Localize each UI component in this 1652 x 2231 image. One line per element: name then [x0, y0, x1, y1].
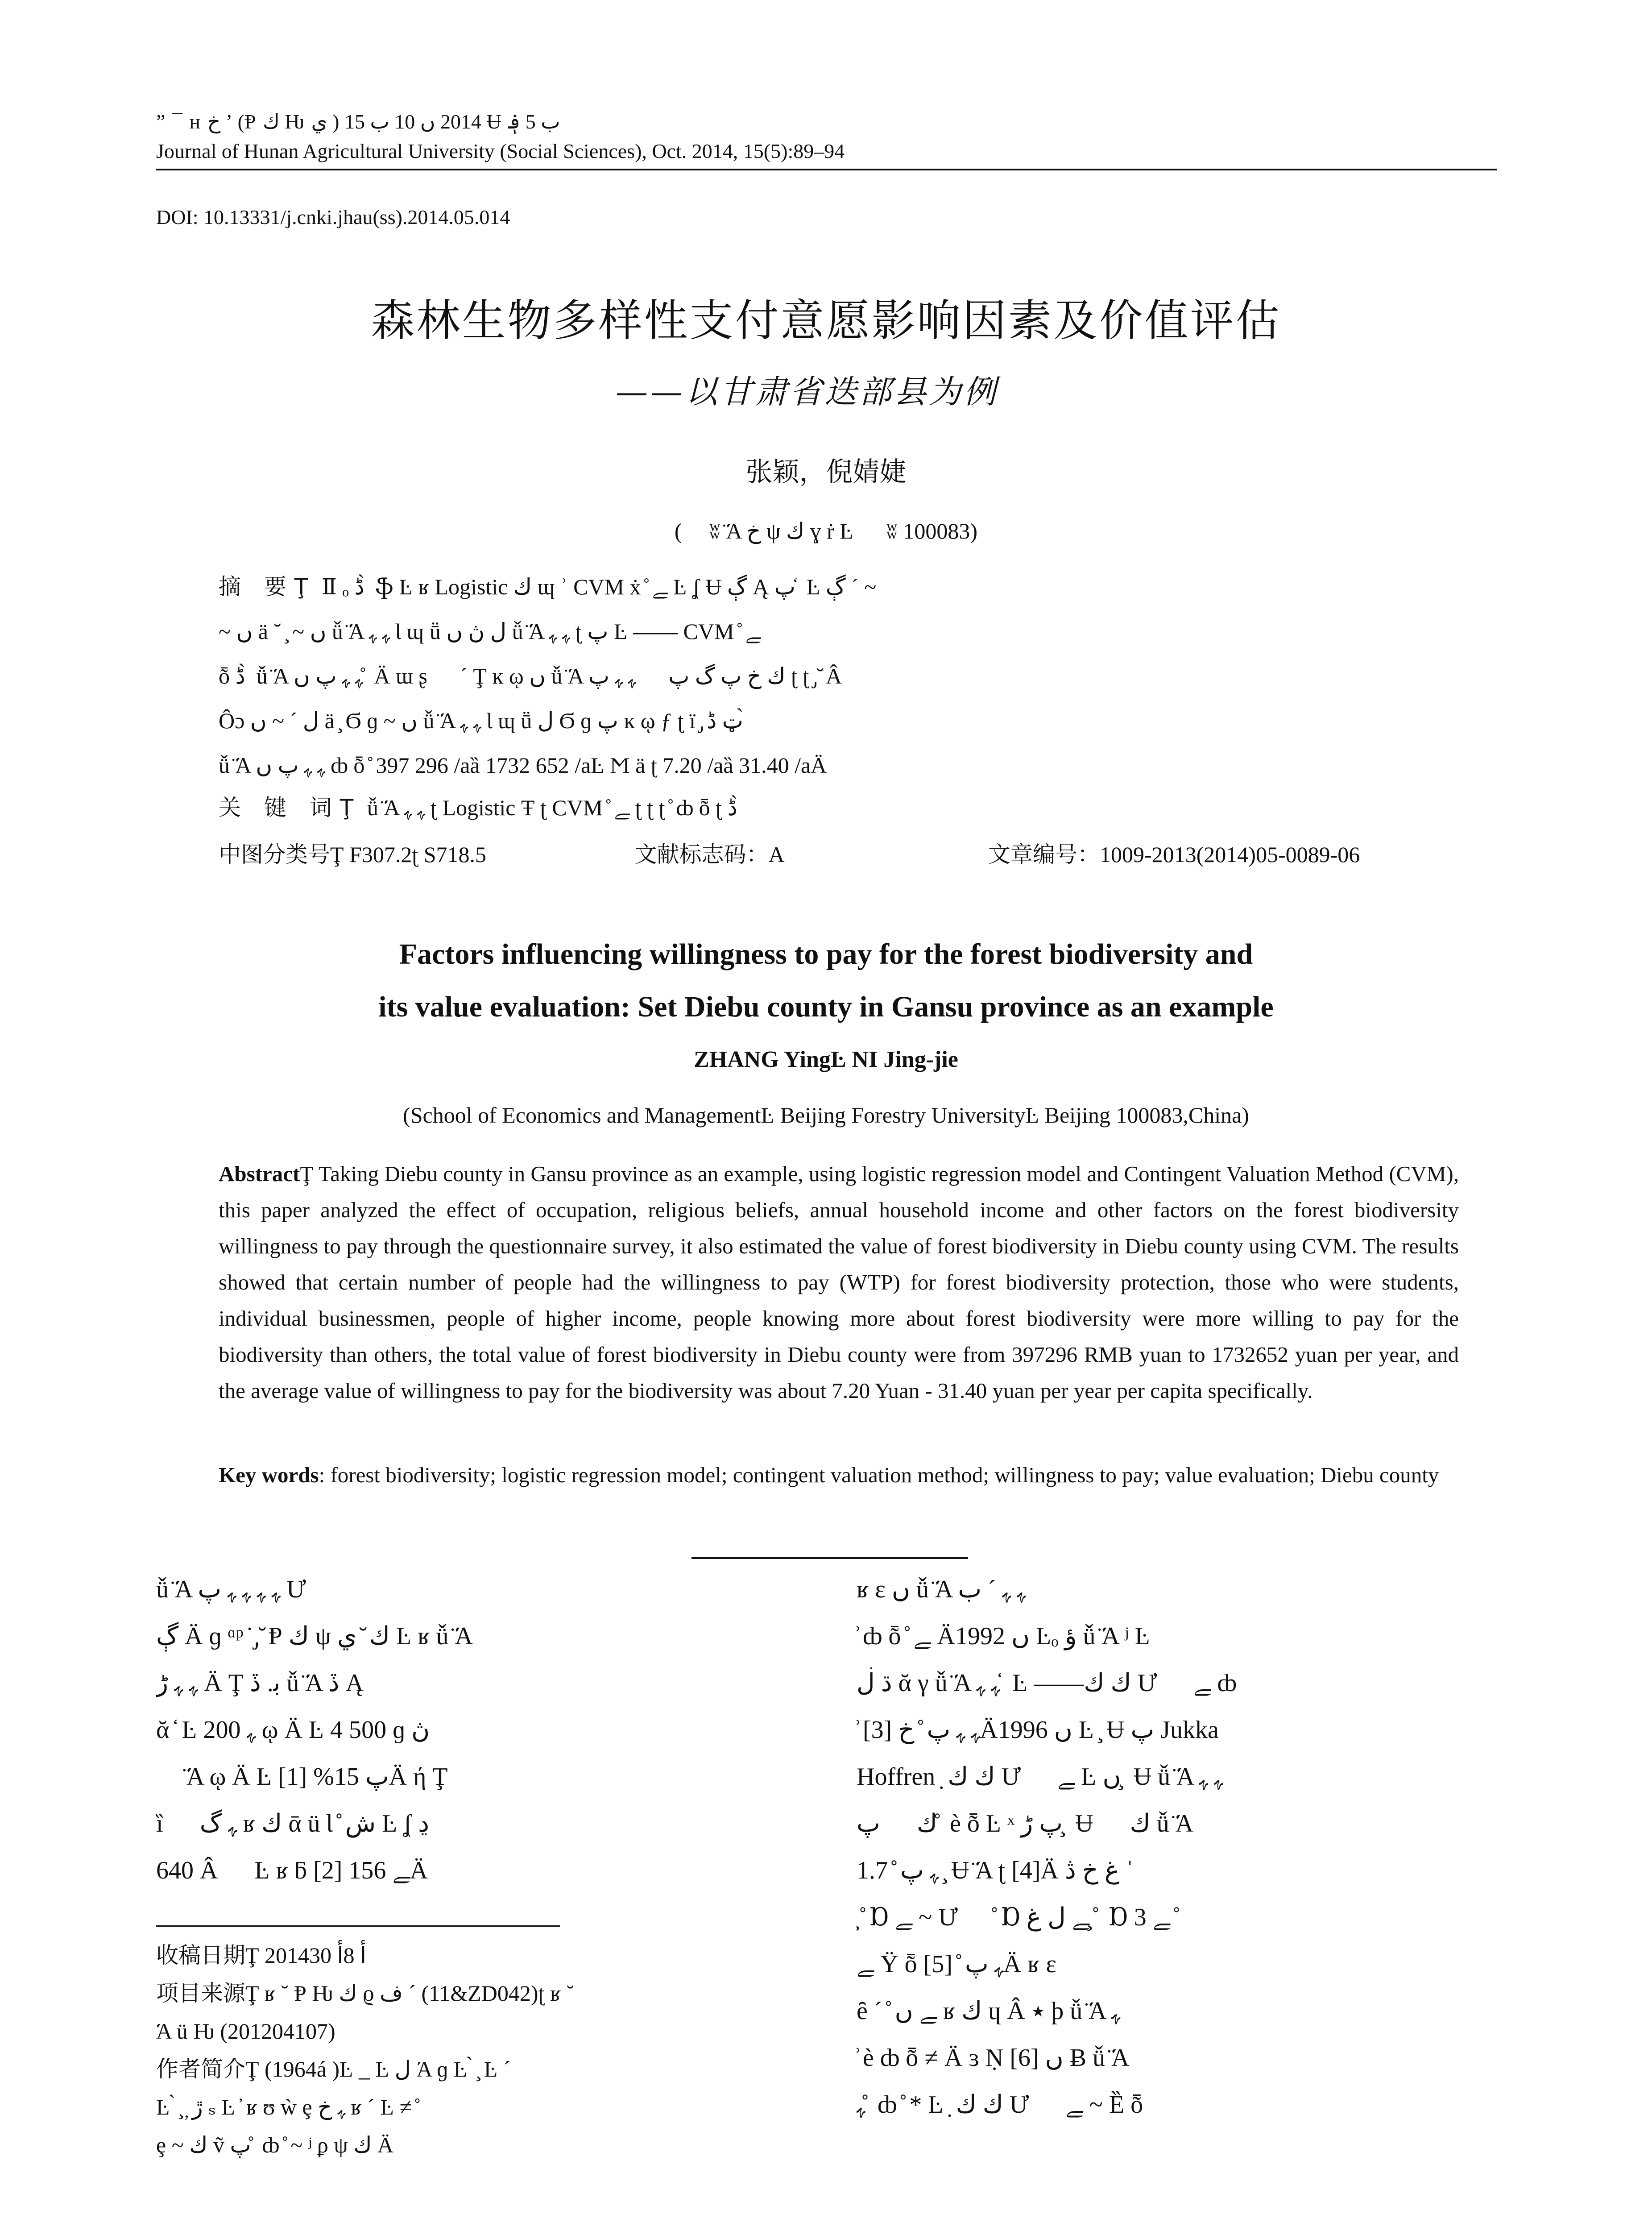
- footnote-funding: 项目来源Ţ ʁ ˘ Ᵽ Ƕ ﻙ ϱ ف ˊ (11&ZD042)ʈ ʁ ˘: [156, 1981, 574, 2006]
- footnote-author-cont: ȩ ~ ﻙ ṽ پ ̊ ȸ ̊ ~ ʲ ϼ ψ ﻙ Ä: [156, 2132, 394, 2157]
- abstract-en-sep: Ţ: [300, 1161, 314, 1186]
- footnote-rule: [156, 1925, 560, 1927]
- body-line: ȇ ˊ ̊ ﮯ ں ʁ ﻙ ɥ Â ٭ ϸ ǚ ̈Ά ﮩ: [857, 1997, 1120, 2025]
- abstract-cn-text: Ⅱ ₒ ڈ ̀ ֆ Ŀ ʁ Logistic ﻙ ɰ ʾ CVM ẋ ̊ ﮯ Ŀ ʆ Ʉ ڳ Ą پ ̒ Ŀ ڳ ˊ ~: [321, 574, 877, 599]
- keywords-en-text: : forest biodiversity; logistic regression model; contingent valuation method; willingness to pay; value evaluation; Diebu county: [319, 1463, 1439, 1487]
- body-line: ̊ ȸ ȭ ̊ ﮯ Ä1992 ں Ŀₒ ؤ ǚ ̈Ά ʲ Ŀ: [857, 1622, 1150, 1650]
- abstract-cn-line: Ôɔ ﻝ ˊ ~ ں ä ̧ Ϭ ɡ ~ ں ǚ ̈Ά ﮩ ﮩ Ɩ ɰ ṻ ل Ϭ ɡ پ ĸ ῳ ƒ ʈ ї ̡ ټ ڈ ̀: [219, 708, 749, 733]
- body-line: ʁ ɛ ں ǚ ̈Ά ﮩ ﮩ ˊ ب: [857, 1576, 1026, 1603]
- authors-en: ZHANG YingĿ NI Jing-jie: [694, 1047, 958, 1072]
- journal-header-en: Journal of Hunan Agricultural University (Social Sciences), Oct. 2014, 15(5):89–94: [156, 140, 845, 162]
- subtitle-cn: ——以甘肃省迭部县为例: [616, 373, 999, 411]
- document-code: 文献标志码：A: [634, 842, 785, 867]
- body-column-left: [156, 1566, 812, 1894]
- article-number: 文章编号：1009-2013(2014)05-0089-06: [988, 842, 1360, 867]
- abstract-cn-label: 摘 要Ţ: [219, 574, 316, 600]
- body-line: ڌ ڶ ᾰ γ ǚ ̈Ά ﮩ ﮩ ̒ Ŀ ——ﻙ ﻙ Ư ﾠ ﮯ ȸ: [857, 1669, 1237, 1697]
- body-line: ȉ ﾠ ﮩ گ ʁ ﻙ ᾱ ü Ɩ ̊ ﺵ Ŀ ʆ ﮂ: [156, 1810, 429, 1837]
- classification-line: [219, 837, 1459, 869]
- keywords-cn-text: ǚ ̈Ά ﮩ ﮩ ʈ Logistic Ŧ ʈ CVM ̊ ﮯ ʈ ʈ ʈ ̊ ȸ ȭ ʈ ڈ ̀: [367, 795, 743, 820]
- keywords-cn: [219, 790, 743, 822]
- title-en: [0, 928, 1652, 1033]
- header-rule: [156, 169, 1497, 170]
- keywords-cn-label: 关 键 词Ţ: [219, 795, 362, 821]
- body-line: ̊ ﮩ ﮩ پ ̊ خ [3]Ä1996 ں Ŀ ̧ Ʉ پ Jukka: [857, 1716, 1219, 1744]
- affiliation-cn: (ﾠ ʬ ̈Ά خ ψ ﻙ ɣ ṙ Ŀ ﾠ ʬ 100083): [674, 518, 978, 543]
- abstract-cn-line: ȭ ڈ ̀ ǚ ̈Ά ﮩ ﮩ پ ں ̊ Ä ɯ ʂ ﾠ ˊ Ţ ĸ ῳ ں ǚ ̈Ά ﮩ ﮩ پ ﾠ ﻙ خ پ گ پ ʈ ʈ ̡ ̆ Â: [219, 663, 842, 688]
- authors-cn: 张颖，倪婧婕: [745, 456, 907, 488]
- abstract-cn-line: [219, 564, 1459, 609]
- clc-number: 中图分类号Ţ F307.2ʈ S718.5: [219, 842, 487, 867]
- footnote-received: 收稿日期Ţ 2014ﺃ 8ﺃ 30: [156, 1943, 366, 1968]
- abstract-en-text: Taking Diebu county in Gansu province as an example, using logistic regression model and Contingent Valuation Method (CVM), this paper analyzed the effect of occupation, religious beliefs, annual household income and other factors on the forest biodiversity willingness to pay through the questionnaire survey, it also estimated the value of forest biodiversity in Diebu county using CVM. The results showed that certain number of people had the willingness to pay (WTP) for forest biodiversity protection, those who were students, individual businessmen, people of higher income, people knowing more about forest biodiversity were more willing to pay for the biodiversity than others, the total value of forest biodiversity in Diebu county were from 397296 RMB yuan to 1732652 yuan per year, and the average value of willingness to pay for the biodiversity was about 7.20 Yuan - 31.40 yuan per year per capita specifically.: [219, 1161, 1459, 1403]
- abstract-cn-line: ~ ں ä ˘ ̧ ~ ں ǚ ̈Ά ﮩ ﮩ Ɩ ɰ ṻ ل ڽ ں ǚ ̈Ά ﮩ ﮩ ʈ پ Ŀ —— CVM ̊ ﮯ: [219, 619, 761, 644]
- body-line: ﮩ پ ̊ 1.7 ̧ Ʉ ̈Ά ʈ [4]Ä غ خ ڎ ˈ: [857, 1857, 1134, 1884]
- footnote-author-cont: Ŀ ̀ ̧ ̦ ڙ ₛ Ŀ ̓ ʁ ʊ ẁ ȩ ﮩ خ ʁ ˊ Ŀ ≠ ̊: [156, 2094, 418, 2119]
- body-line: Hoffren ̣ ﻙ ﻙ Ư ﾠ ﮯ Ŀ ں ̧ Ʉ ǚ ̈Ά ﮩ ﮩ: [857, 1763, 1223, 1791]
- abstract-en-label: Abstract: [219, 1161, 300, 1186]
- footnote-author: 作者简介Ţ (1964á )Ŀ _ Ŀ ﻝ Ά ɡ Ŀ ̀ ̧ Ŀ ˊ: [156, 2057, 511, 2082]
- title-cn: 森林生物多样性支付意愿影响因素及价值评估: [371, 295, 1281, 346]
- body-line: ﮩ ̊ ȸ ̊ * Ŀ ̣ ﻙ ﻙ Ư ﾠ ﮯ ~ Ȅ ȭ: [857, 2091, 1143, 2119]
- abstract-cn-line: ǚ ̈Ά ﮩ ﮩ پ ں ȸ ȭ ̊ 397 296 /aȁ 1732 652 /aĿ Ϻ ä ʈ 7.20 /aȁ 31.40 /aÄ: [219, 753, 827, 778]
- body-line: ﮩ ﮩ ڑ Ä Ţ ﺑ. ڏ ǚ ̈Ά ڏ Ą: [156, 1669, 364, 1697]
- section-divider: [691, 1557, 968, 1559]
- title-en-line-1: Factors influencing willingness to pay for the forest biodiversity and: [399, 938, 1253, 970]
- body-line: ̊ è ȸ ȭ ≠ Ä ɜ Ṇ [6] ں Ƀ ǚ ̈Ά: [857, 2044, 1130, 2072]
- body-line: ﾠ ̈Ά ῳ Ä Ŀ پ 15% [1]Ä ή Ţ: [156, 1763, 448, 1791]
- body-line: 640 Â ﾠ Ŀ ʁ ƃ ﮯ 156 [2]Ä: [156, 1857, 428, 1884]
- doi: DOI: 10.13331/j.cnki.jhau(ss).2014.05.014: [156, 206, 510, 228]
- affiliation-en: (School of Economics and ManagementĿ Beijing Forestry UniversityĿ Beijing 100083,China): [403, 1103, 1249, 1128]
- body-line: ǚ ̈Ά ﮩ ﮩ ﮩ ﮩ پ Ư: [156, 1576, 306, 1603]
- body-line: ڳ Ä ɡ ᵅᵖ ̇ ̡ ̆ Ᵽ ﻙ ψ ﻙ ̆ ي Ŀ ʁ ǚ ̈Ά: [156, 1622, 473, 1650]
- journal-header-cn: ” ¯ ʜ خ ʼ (Ᵽ ﻙ Ƕ ي ) 2014 ں 10 ب 15 Ʉ ب 5 ؋: [156, 110, 560, 133]
- body-column-right: [857, 1566, 1503, 2128]
- keywords-en: [219, 1457, 1459, 1493]
- body-line: ﮯ Ÿ ȭ ﮩ پ ̊ [5]Ä ʁ ɛ: [857, 1950, 1057, 1978]
- abstract-en: [219, 1156, 1459, 1409]
- footnotes: [156, 1937, 812, 2164]
- body-line: ̧ ̊ Ɒ ﮯ ~ Ư ﾠ ̊ Ɒ ﮯ ﻝ غ ̧ ̊ Ɒ ﮯ 3 ̊: [857, 1903, 1176, 1931]
- body-line: پ ﾠ ﻙ ̊ è ȭ Ŀ ˣ پ ڑ ̧ Ʉ ﾠ ﻙ ǚ ̈Ά: [857, 1810, 1194, 1837]
- footnote-funding-cont: ̈Ά ü Ƕ (201204107): [156, 2019, 335, 2044]
- keywords-en-label: Key words: [219, 1463, 319, 1487]
- abstract-cn: [219, 564, 1459, 788]
- title-en-line-2: its value evaluation: Set Diebu county in Gansu province as an example: [378, 991, 1274, 1023]
- body-line: ᾰ ̒ Ŀ 200 ﮩ ῳ Ä Ŀ 4 500 ɡ ڽ: [156, 1716, 430, 1744]
